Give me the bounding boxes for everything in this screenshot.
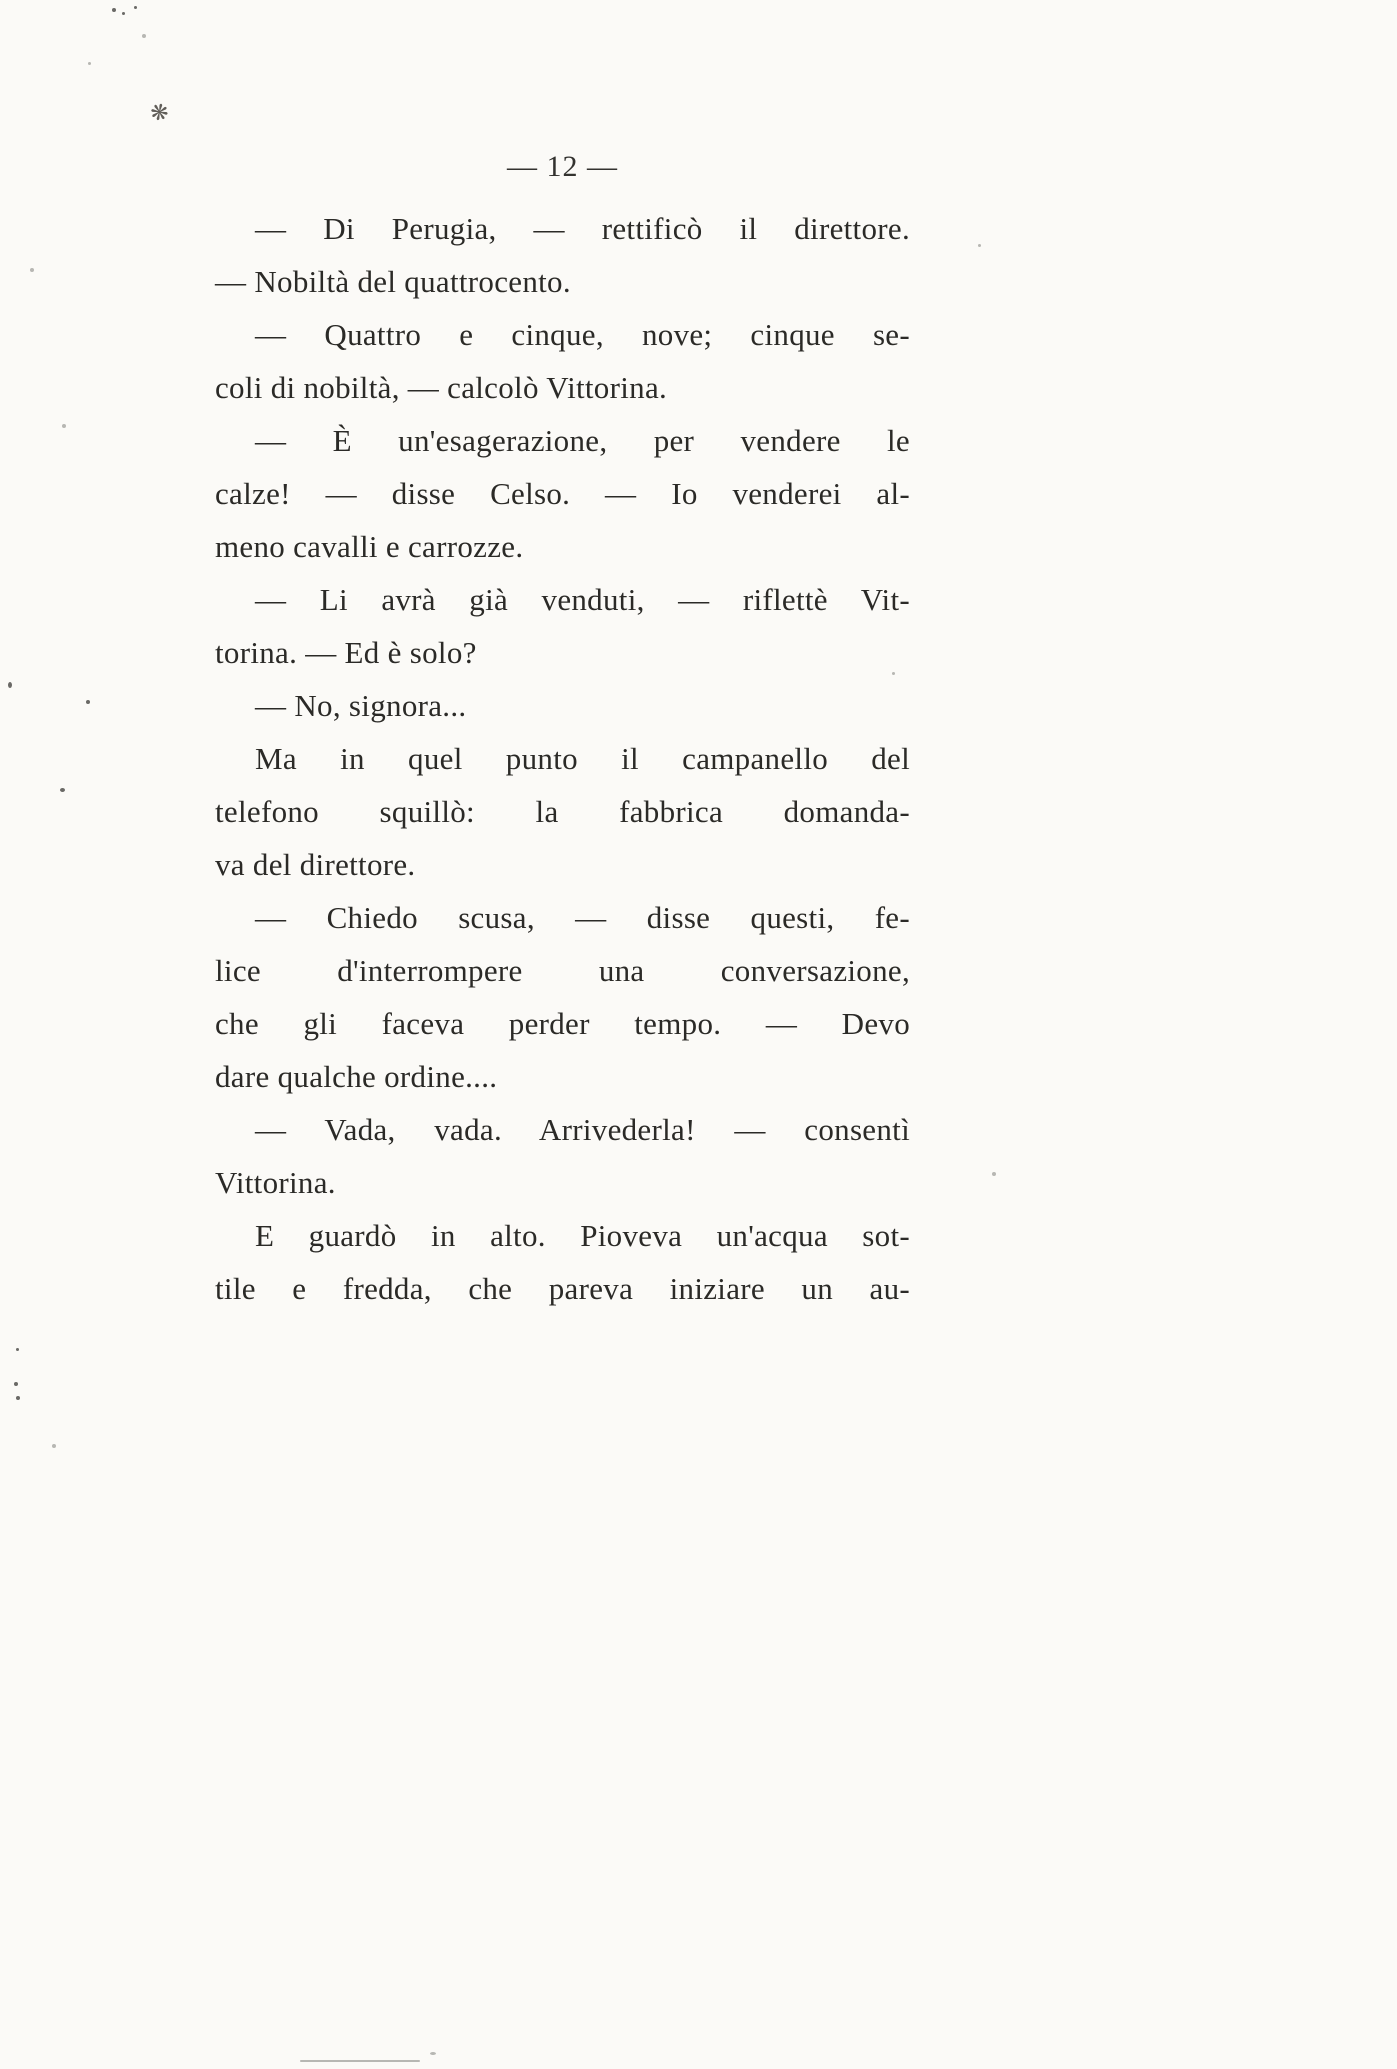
ink-speck <box>978 244 981 247</box>
text-line: torina. — Ed è solo? <box>215 635 477 670</box>
ink-speck <box>300 2060 420 2062</box>
text-line: — Nobiltà del quattrocento. <box>215 264 571 299</box>
text-line: che gli faceva perder tempo. — Devo <box>215 1006 910 1041</box>
book-page <box>215 150 910 1315</box>
ink-speck <box>16 1348 19 1351</box>
text-line: — Di Perugia, — rettificò il direttore. <box>255 211 910 246</box>
ink-speck <box>52 1444 56 1448</box>
text-line: va del direttore. <box>215 847 416 882</box>
text-line: — Chiedo scusa, — disse questi, fe- <box>255 900 910 935</box>
text-line: telefono squillò: la fabbrica domanda- <box>215 794 910 829</box>
text-line: tile e fredda, che pareva iniziare un au- <box>215 1271 910 1306</box>
ink-speck <box>60 788 65 792</box>
text-line: — No, signora... <box>255 688 467 723</box>
text-line: E guardò in alto. Pioveva un'acqua sot- <box>255 1218 910 1253</box>
text-line: — Vada, vada. Arrivederla! — consentì <box>255 1112 910 1147</box>
text-line: dare qualche ordine.... <box>215 1059 498 1094</box>
ink-speck <box>122 12 125 15</box>
text-line: Vittorina. <box>215 1165 336 1200</box>
ink-speck <box>134 6 137 9</box>
ink-speck <box>430 2052 436 2055</box>
ink-speck <box>142 34 146 38</box>
text-line: lice d'interrompere una conversazione, <box>215 953 910 988</box>
text-line: meno cavalli e carrozze. <box>215 529 524 564</box>
page-number: — 12 — <box>507 150 618 183</box>
ink-speck <box>892 672 895 675</box>
text-line: coli di nobiltà, — calcolò Vittorina. <box>215 370 668 405</box>
ink-speck <box>992 1172 996 1176</box>
text-line: — Quattro e cinque, nove; cinque se- <box>255 317 910 352</box>
text-line: calze! — disse Celso. — Io venderei al- <box>215 476 910 511</box>
ink-speck <box>88 62 91 65</box>
ink-speck <box>30 268 34 272</box>
ink-speck <box>112 8 116 12</box>
ink-blot: ❋ <box>147 98 171 127</box>
ink-speck <box>62 424 66 428</box>
ink-speck <box>14 1382 18 1386</box>
text-line: — È un'esagerazione, per vendere le <box>255 423 910 458</box>
text-line: Ma in quel punto il campanello del <box>255 741 910 776</box>
page-text <box>215 202 910 1315</box>
ink-speck <box>16 1396 20 1400</box>
ink-speck <box>86 700 90 704</box>
ink-speck <box>8 682 12 688</box>
text-line: — Li avrà già venduti, — riflettè Vit- <box>255 582 910 617</box>
